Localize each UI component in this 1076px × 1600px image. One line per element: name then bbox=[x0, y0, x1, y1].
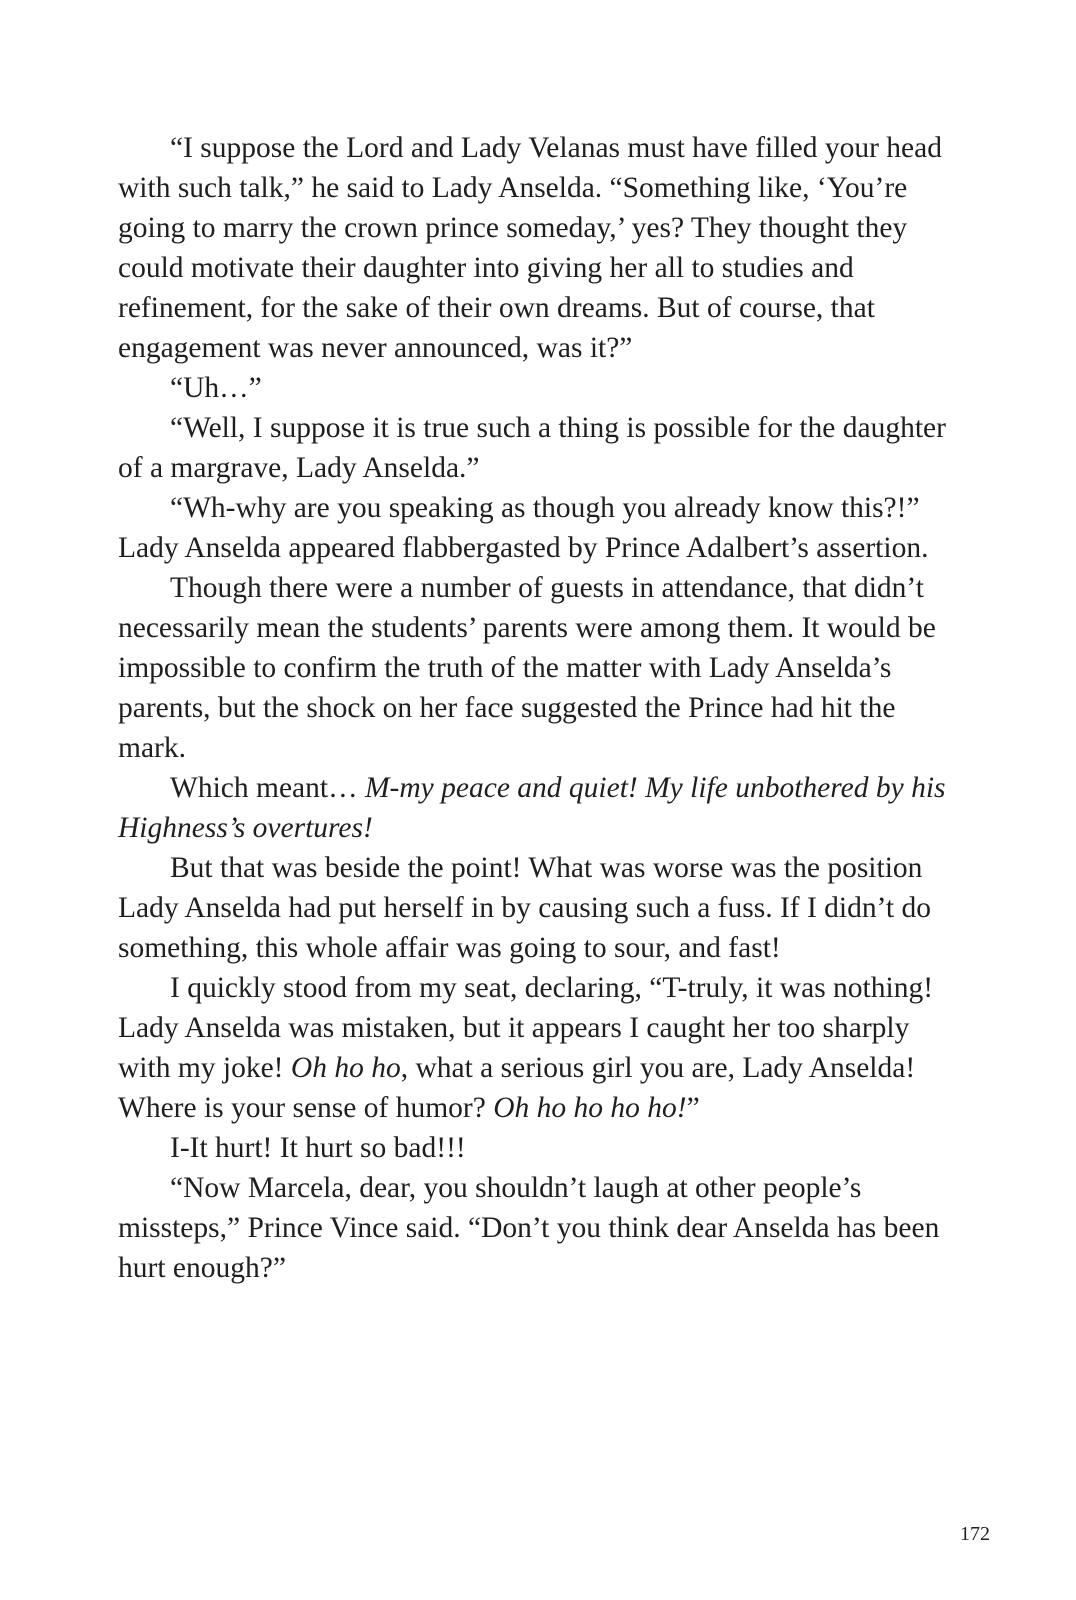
italic-text-run: M-my peace and quiet! My life unbothered by his Highness’s overtures! bbox=[118, 772, 946, 844]
text-run: Though there were a number of guests in attendance, that didn’t necessarily mean the students’ parents were among them. It would be impossible to confirm the truth of the matter with Lady Anselda’s parents, but the shock on her face suggested the Prince had hit the mark. bbox=[118, 572, 936, 764]
text-run: “Uh…” bbox=[170, 372, 262, 404]
paragraph bbox=[118, 408, 963, 488]
paragraph bbox=[118, 128, 963, 368]
paragraph bbox=[118, 488, 963, 568]
text-run: , what a serious girl you are, Lady Anselda! Where is your sense of humor? bbox=[118, 1052, 916, 1124]
paragraph bbox=[118, 568, 963, 768]
text-run: ” bbox=[686, 1092, 700, 1124]
text-run: “Well, I suppose it is true such a thing is possible for the daughter of a margrave, Lady Anselda.” bbox=[118, 412, 946, 484]
text-run: But that was beside the point! What was worse was the position Lady Anselda had put herself in by causing such a fuss. If I didn’t do something, this whole affair was going to sour, and fast! bbox=[118, 852, 931, 964]
page-number: 172 bbox=[960, 1523, 990, 1545]
text-run: I quickly stood from my seat, declaring, “T-truly, it was nothing! Lady Anselda was mistaken, but it appears I caught her too sharply with my joke! bbox=[118, 972, 934, 1084]
paragraph bbox=[118, 368, 963, 408]
paragraph bbox=[118, 1128, 963, 1168]
paragraph bbox=[118, 768, 963, 848]
text-run: “I suppose the Lord and Lady Velanas must have filled your head with such talk,” he said to Lady Anselda. “Something like, ‘You’re going to marry the crown prince someday,’ yes? They thought they could motivate their daughter into giving her all to studies and refinement, for the sake of their own dreams. But of course, that engagement was never announced, was it?” bbox=[118, 132, 942, 364]
paragraph bbox=[118, 968, 963, 1128]
text-run: I-It hurt! It hurt so bad!!! bbox=[170, 1132, 466, 1164]
paragraph bbox=[118, 1168, 963, 1288]
italic-text-run: Oh ho ho bbox=[290, 1052, 401, 1084]
text-run: “Now Marcela, dear, you shouldn’t laugh at other people’s missteps,” Prince Vince said. “Don’t you think dear Anselda has been hurt enough?” bbox=[118, 1172, 940, 1284]
italic-text-run: Oh ho ho ho ho! bbox=[493, 1092, 687, 1124]
text-run: “Wh-why are you speaking as though you already know this?!” Lady Anselda appeared flabbergasted by Prince Adalbert’s assertion. bbox=[118, 492, 929, 564]
body-text bbox=[118, 128, 963, 1288]
text-run: Which meant… bbox=[170, 772, 365, 804]
paragraph bbox=[118, 848, 963, 968]
